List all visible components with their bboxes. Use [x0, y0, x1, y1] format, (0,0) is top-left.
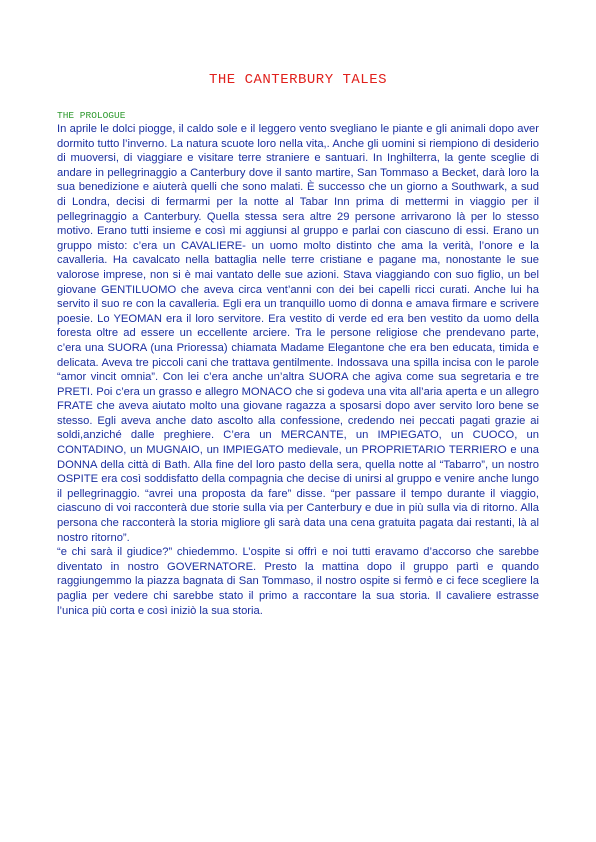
- paragraph-1: In aprile le dolci piogge, il caldo sole e il leggero vento svegliano le piante e gli animali dopo aver dormito tutto l’inverno. La natura scuote loro nella vita,. Anche gli uomini si riempiono di desiderio di muoversi, di viaggiare e visitare terre straniere e santuari. In Inghilterra, la gente sceglie di andare in pellegrinaggio a Canterbury dove il santo martire, San Tommaso a Becket, darà loro la sua benedizione e aiuterà quelli che sono malati. È successo che un giorno a Southwark, a sud di Londra, decisi di fermarmi per la notte al Tabar Inn prima di mettermi in viaggio per il pellegrinaggio a Canterbury. Quella stessa sera altre 29 persone arrivarono là per lo stesso motivo. Erano tutti insieme e così mi aggiunsi al gruppo e parlai con ciascuno di essi. Erano un gruppo misto: c’era un CAVALIERE- un uomo molto distinto che ama la verità, l’onore e la cavalleria. Ha cavalcato nella battaglia nelle terre cristiane e pagane ma, nonostante le sue valorose imprese, non si è mai vantato delle sue azioni. Stava viaggiando con suo figlio, un bel giovane GENTILUOMO che aveva circa vent’anni con dei bei capelli ricci curati. Anche lui ha servito il suo re con la cavalleria. Egli era un tranquillo uomo di donna e amava firmare e scrivere poesie. Lo YEOMAN era il loro servitore. Era vestito di verde ed era ben vestito da uomo della foresta oltre ad essere un eccellente arciere. Tra le persone religiose che prendevano parte, c’era una SUORA (una Prioressa) chiamata Madame Elegantone che era ben educata, timida e delicata. Aveva tre piccoli cani che trattava gentilmente. Indossava una spilla incisa con le parole “amor vincit omnia”. Con lei c’era anche un’altra SUORA che agiva come sua segretaria e tre PRETI. Poi c’era un grasso e allegro MONACO che si godeva una vita all’aria aperta e un allegro FRATE che aveva aiutato molto una giovane ragazza a sposarsi dopo aver servito loro bene se stesso. Egli aveva anche dato ascolto alla confessione, credendo nei peccati pagati grazie ai soldi,anziché dalle preghiere. C’era un MERCANTE, un IMPIEGATO, un CUOCO, un CONTADINO, un MUGNAIO, un IMPIEGATO medievale, un PROPRIETARIO TERRIERO e una DONNA della città di Bath. Alla fine del loro pasto della sera, quella notte al “Tabarro”, un nostro OSPITE era così soddisfatto della compagnia che decise di unirsi al gruppo e venire anche lungo il pellegrinaggio. “avrei una proposta da fare” disse. “per passare il tempo durante il viaggio, ciascuno di voi racconterà due storie sulla via per Canterbury e due in più sulla via di ritorno. Alla persona che racconterà la storia migliore gli sarà data una cena gratuita pagata dai restanti, là al nostro ritorno”.: [57, 123, 539, 544]
- body-text: [57, 122, 539, 618]
- paragraph-2: “e chi sarà il giudice?” chiedemmo. L’ospite si offrì e noi tutti eravamo d’accorso che sarebbe diventato in nostro GOVERNATORE. Presto la mattina dopo il gruppo partì e quando raggiungemmo la piazza bagnata di San Tommaso, il nostro ospite si fermò e ci fece scegliere la paglia per vedere chi sarebbe stato il primo a raccontare la sua storia. Il cavaliere estrasse l’unica più corta e così iniziò la sua storia.: [57, 546, 539, 617]
- section-heading: THE PROLOGUE: [57, 110, 126, 121]
- document-title: THE CANTERBURY TALES: [208, 72, 388, 88]
